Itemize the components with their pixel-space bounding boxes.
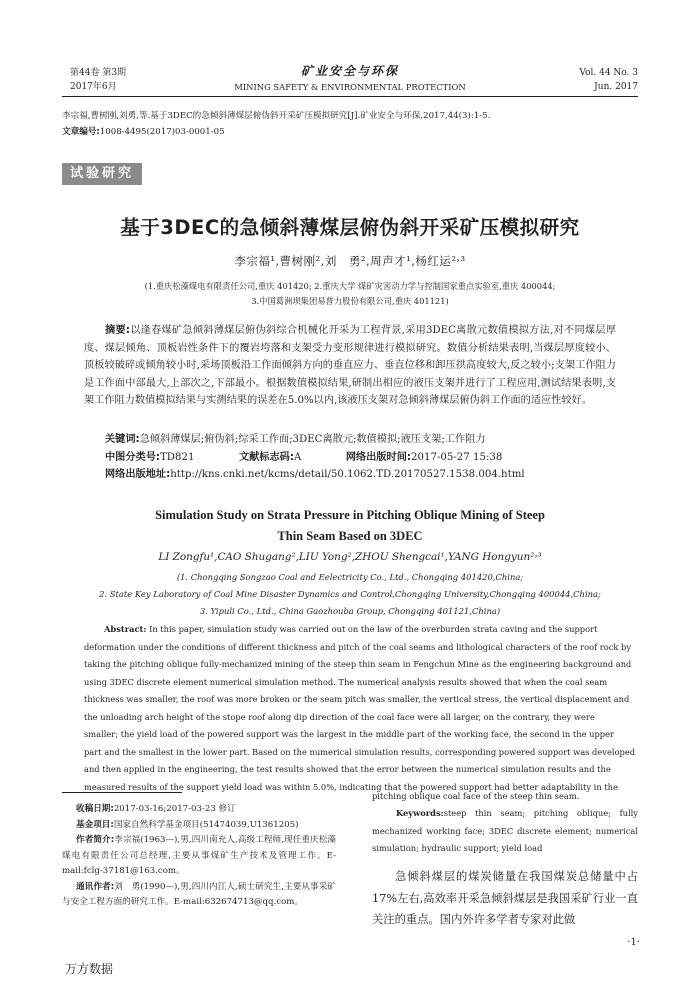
keywords-en — [372, 805, 638, 858]
abstract-en-line: measured results of the support yield load was within 5.0%, indicating that the powered support had better adaptability in the — [84, 781, 618, 792]
citation: 李宗福,曹树刚,刘勇,等.基于3DEC的急倾斜薄煤层俯伪斜开采矿压模拟研究[J].矿业安全与环保,2017,44(3):1-5. — [62, 111, 491, 121]
authors-cn: 李宗福¹,曹树刚²,刘 勇²,周声才¹,杨红运²˒³ — [234, 254, 466, 268]
authors-en: LI Zongfu¹,CAO Shugang²,LIU Yong²,ZHOU Shengcai¹,YANG Hongyun²˒³ — [158, 551, 542, 563]
abstract-cn — [84, 322, 616, 410]
clc-label: 中图分类号: — [105, 451, 161, 463]
affiliation-en-2: 2. State Key Laboratory of Coal Mine Disaster Dynamics and Control,Chongqing University,Chongqing 400044,China; — [99, 589, 601, 599]
classification-row — [105, 449, 625, 467]
doc-code-label: 文献标志码: — [238, 451, 294, 463]
keywords-en-label: Keywords: — [396, 808, 444, 818]
received-date — [62, 802, 336, 818]
header-date: 2017年6月 — [70, 82, 117, 92]
title-cn: 基于3DEC的急倾斜薄煤层俯伪斜开采矿压模拟研究 — [120, 216, 580, 239]
online-url — [105, 466, 625, 484]
abstract-en-line: and then applied in the engineering, the test results showed that the error between the numerical simulation results and the — [84, 764, 611, 774]
doc-code-value: A — [293, 451, 302, 463]
url-value: http://kns.cnki.net/kcms/detail/50.1062.TD.20170527.1538.004.html — [170, 469, 525, 480]
clc-value: TD821 — [160, 451, 195, 463]
fund-value: 国家自然科学基金项目(51474039,U1361205) — [113, 819, 299, 830]
section-tag: 试验研究 — [62, 163, 142, 185]
keywords-cn-text: 急倾斜薄煤层;俯伪斜;综采工作面;3DEC离散元;数值模拟;液压支架;工作阻力 — [139, 434, 486, 445]
abstract-cn-text: 以逢春煤矿急倾斜薄煤层俯伪斜综合机械化开采为工程背景,采用3DEC离散元数值模拟方法,对不同煤层厚度、煤层倾角、顶板岩性条件下的覆岩垮落和支架受力变形规律进行模拟研究。数值分析结果表明,当煤层厚度较小、顶板较破碎或倾角较小时,采场顶板沿工作面倾斜方向的垂直应力、垂直位移和卸压拱高度较大,反之较小;支架工作阻力是工作面中部最大,上部次之,下部最小。根据数值模拟结果,研制出相应的液压支架并进行了工程应用,测试结果表明,支架工作阻力数值模拟结果与实测结果的误差在5.0%以内,该液压支架对急倾斜薄煤层俯伪斜工作面的适应性较好。 — [84, 325, 617, 406]
keywords-cn — [105, 431, 625, 449]
watermark-label: 万方数据 — [65, 962, 114, 976]
keywords-cn-label: 关键词: — [105, 434, 140, 445]
body-text: 急倾斜煤层的煤炭储量在我国煤炭总储量中占17%左右,高效率开采急倾斜煤层是我国采矿行业一直关注的重点。国内外许多学者专家对此做 — [372, 870, 638, 926]
footnotes — [62, 802, 336, 911]
header-vol-en — [579, 66, 638, 94]
header-issue — [70, 66, 126, 94]
corr-label: 通讯作者: — [76, 881, 115, 892]
corr-value: 刘 勇(1990—),男,四川内江人,硕士研究生,主要从事采矿与安全工程方面的研究工作。E-mail:632674713@qq.com。 — [62, 881, 337, 907]
abstract-en-line: the unloading arch height of the stope roof along dip direction of the coal face were all larger, on the contrary, they were — [84, 711, 595, 722]
header-volume: 第44卷 第3期 — [70, 68, 127, 78]
pub-time-label: 网络出版时间: — [345, 451, 412, 463]
header-rule — [62, 96, 638, 97]
affiliations-cn — [62, 279, 638, 309]
article-number-value: 1008-4495(2017)03-0001-05 — [99, 127, 225, 137]
footnote-rule — [62, 792, 182, 793]
fund-label: 基金项目: — [76, 819, 114, 830]
pub-time-value: 2017-05-27 15:38 — [411, 451, 503, 463]
affiliation-en-3: 3. Yipuli Co., Ltd., China Gaozhouba Group, Chongqing 401121,China) — [199, 606, 501, 616]
fund-info — [62, 818, 336, 834]
meta-cn — [105, 431, 625, 484]
affiliation-en-1: (1. Chongqing Songzao Coal and Eelectricity Co., Ltd., Chongqing 401420,China; — [176, 572, 524, 582]
affiliations-en — [62, 569, 638, 620]
url-label: 网络出版地址: — [105, 469, 171, 480]
abstract-en-line: deformation under the conditions of different thickness and pitch of the coal seams and lithological characters of the roof rock by — [84, 641, 632, 652]
bio-label: 作者简介: — [76, 835, 115, 845]
bio-value: 李宗福(1963—),男,四川南充人,高级工程师,现任重庆松藻煤电有限责任公司总经理,主要从事煤矿生产技术及管理工作。E-mail:fclg-37181@163.com。 — [62, 835, 337, 876]
affiliation-cn-2: 3.中国葛洲坝集团易普力股份有限公司,重庆 401121) — [251, 296, 449, 306]
author-bio — [62, 833, 336, 880]
title-en-line2: Thin Seam Based on 3DEC — [277, 529, 423, 543]
abstract-en-line: Abstract: In this paper, simulation study was carried out on the law of the overburden strata caving and the support — [104, 624, 598, 634]
article-number-label: 文章编号: — [62, 127, 100, 137]
page-number: ·1· — [627, 937, 640, 948]
received-value: 2017-03-16;2017-03-23 修订 — [113, 804, 236, 814]
abstract-en — [84, 621, 644, 796]
header-month-en: Jun. 2017 — [594, 82, 638, 92]
article-number — [62, 124, 642, 140]
header-journal — [200, 62, 500, 92]
title-en-line1: Simulation Study on Strata Pressure in Pitching Oblique Mining of Steep — [155, 508, 545, 522]
journal-title-en: MINING SAFETY & ENVIRONMENTAL PROTECTION — [234, 82, 466, 92]
corresponding-author — [62, 880, 336, 911]
abstract-en-label: Abstract: — [104, 624, 147, 634]
affiliation-cn-1: (1.重庆松藻煤电有限责任公司,重庆 401420; 2.重庆大学 煤矿灾害动力学与控制国家重点实验室,重庆 400044; — [144, 281, 556, 291]
keywords-en-text: steep thin seam; pitching oblique; fully mechanized working face; 3DEC discrete element; numerical simulation; hydraulic support; yield load — [372, 808, 638, 853]
abstract-en-line: taking the pitching oblique fully-mechanized mining of the steep thin seam in Fengchun Mine as the engineering background and — [84, 659, 632, 669]
received-label: 收稿日期: — [76, 804, 114, 814]
journal-title-cn: 矿业安全与环保 — [300, 64, 399, 78]
header-volume-en: Vol. 44 No. 3 — [579, 68, 638, 78]
abstract-en-line: using 3DEC discrete element numerical simulation method. The numerical analysis results showed that when the coal seam — [84, 676, 608, 687]
title-en — [100, 505, 600, 547]
abstract-en-tail: pitching oblique coal face of the steep thin seam. — [372, 791, 580, 801]
abstract-en-line: part and the smallest in the lower part. Based on the numerical simulation results, corresponding powered support was developed — [84, 746, 636, 757]
abstract-cn-label: 摘要: — [105, 325, 130, 336]
abstract-en-line: smaller; the yield load of the powered support was the largest in the middle part of the working face, the second in the upper — [84, 729, 614, 739]
citation-block — [62, 108, 642, 140]
abstract-en-line: thickness was smaller, the roof was more broken or the seam pitch was smaller, the vertical stress, the vertical displacement and — [84, 694, 630, 704]
